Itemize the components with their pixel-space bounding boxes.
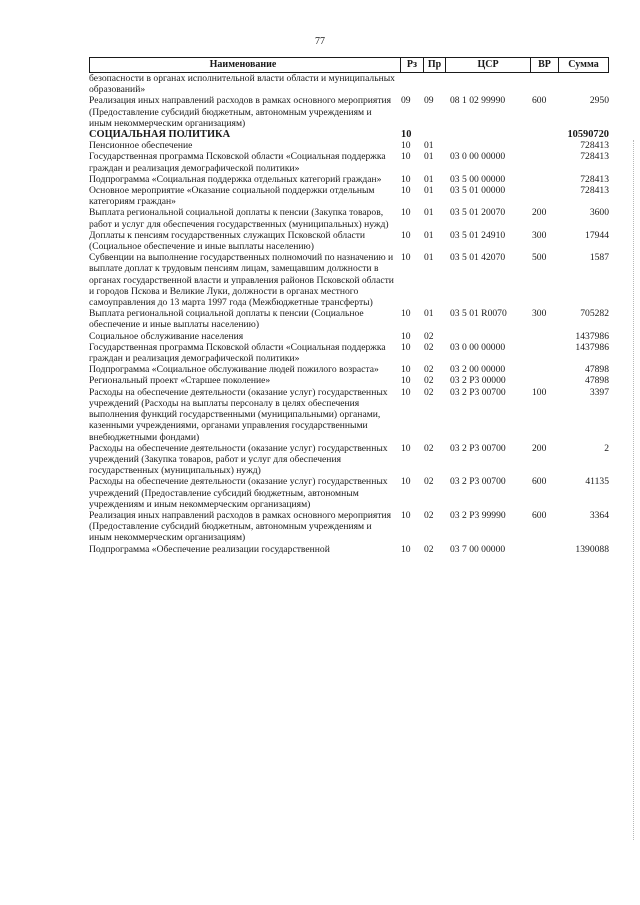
- table-row: [89, 140, 609, 151]
- row-csr: 03 5 01 R0070: [450, 308, 507, 320]
- row-pr: 09: [424, 95, 434, 107]
- header-csr: ЦСР: [445, 58, 530, 72]
- row-csr: 03 2 P3 00700: [450, 386, 506, 398]
- row-vr: 600: [532, 95, 547, 107]
- row-pr: 01: [424, 207, 434, 219]
- row-rz: 10: [401, 476, 411, 488]
- row-sum: 3600: [589, 207, 609, 219]
- table-body: [89, 73, 609, 555]
- row-rz: 10: [401, 386, 411, 398]
- row-csr: 03 2 P3 00700: [450, 476, 506, 488]
- row-rz: 10: [401, 229, 411, 241]
- table-row: [89, 174, 609, 185]
- row-csr: [444, 140, 529, 151]
- table-row: [89, 252, 609, 308]
- row-vr: [529, 129, 557, 140]
- row-name: Расходы на обеспечение деятельности (оказание услуг) государственных учреждений (Расходы на выплаты персоналу в целях обеспечения выполнения функций государственными (муниципальными) органами, казенными учреждениями, органами управления государственными внебюджетными фондами): [89, 386, 388, 443]
- row-pr: 01: [424, 151, 434, 163]
- row-sum: 3364: [589, 509, 609, 521]
- row-pr: 02: [424, 476, 434, 488]
- row-sum: 47898: [585, 375, 609, 387]
- page-number: 77: [315, 36, 325, 47]
- row-vr: 300: [532, 308, 547, 320]
- row-vr: [529, 331, 557, 342]
- row-rz: 10: [401, 252, 411, 264]
- row-pr: 01: [424, 308, 434, 320]
- row-name: Пенсионное обеспечение: [89, 140, 193, 152]
- row-vr: 300: [532, 229, 547, 241]
- table-row: [89, 95, 609, 129]
- table-row: [89, 476, 609, 510]
- row-vr: [529, 140, 557, 151]
- table-row: [89, 185, 609, 207]
- row-name: Подпрограмма «Обеспечение реализации государственной: [89, 543, 330, 555]
- row-sum: 705282: [580, 308, 609, 320]
- row-csr: 03 5 01 20070: [450, 207, 506, 219]
- row-pr: [422, 73, 444, 95]
- row-pr: 01: [424, 140, 434, 152]
- row-vr: [529, 364, 557, 375]
- row-pr: 01: [424, 252, 434, 264]
- row-name: Субвенции на выполнение государственных полномочий по назначению и выплате доплат к трудовым пенсиям лицам, замещавшим должности в органах государственной власти и управления районов Псковской области и городов Пскова и Великие Луки, должности в органах местного самоуправления до 13 марта 1997 года (Межбюджетные трансферты): [89, 252, 394, 309]
- row-vr: [529, 73, 557, 95]
- row-vr: [529, 544, 557, 555]
- row-pr: 02: [424, 386, 434, 398]
- header-sum: Сумма: [558, 58, 608, 72]
- row-csr: 03 2 00 00000: [450, 364, 506, 376]
- row-pr: 02: [424, 543, 434, 555]
- row-csr: 03 2 P3 00000: [450, 375, 506, 387]
- row-pr: 01: [424, 229, 434, 241]
- row-vr: [529, 342, 557, 364]
- header-name: Наименование: [209, 59, 277, 70]
- row-name: Выплата региональной социальной доплаты к пенсии (Социальное обеспечение и иные выплаты населению): [89, 308, 364, 331]
- table-header: [89, 57, 609, 73]
- row-csr: 03 2 P3 00700: [450, 442, 506, 454]
- row-vr: 500: [532, 252, 547, 264]
- row-rz: 10: [401, 129, 412, 141]
- row-sum: 47898: [585, 364, 609, 376]
- row-sum: 1437986: [575, 330, 609, 342]
- row-name: Доплаты к пенсиям государственных служащих Псковской области (Социальное обеспечение и иные выплаты населению): [89, 229, 366, 253]
- row-csr: [444, 129, 529, 140]
- table-row: [89, 375, 609, 386]
- row-rz: 10: [401, 185, 411, 197]
- row-pr: 02: [424, 341, 434, 353]
- page-edge-marks: [632, 140, 634, 840]
- row-sum: 2950: [589, 95, 609, 107]
- row-vr: [529, 185, 557, 207]
- table-row: [89, 331, 609, 342]
- table-row: [89, 443, 609, 477]
- row-csr: 03 5 01 00000: [450, 185, 506, 197]
- table-row: [89, 510, 609, 544]
- table-row: [89, 342, 609, 364]
- row-sum: 41135: [585, 476, 609, 488]
- row-csr: 03 0 00 00000: [450, 341, 506, 353]
- table-row: [89, 73, 609, 95]
- row-csr: 03 7 00 00000: [450, 543, 506, 555]
- row-rz: 10: [401, 509, 411, 521]
- row-pr: 01: [424, 173, 434, 185]
- row-rz: 10: [401, 140, 411, 152]
- table-row: [89, 308, 609, 330]
- row-sum: 728413: [580, 151, 609, 163]
- row-vr: [529, 174, 557, 185]
- row-name: Реализация иных направлений расходов в рамках основного мероприятия (Предоставление субсидий бюджетным, автономным учреждениям и иным некоммерческим организациям): [89, 509, 392, 544]
- row-sum: 2: [604, 442, 609, 454]
- row-csr: 03 5 01 24910: [450, 229, 506, 241]
- row-vr: 200: [532, 207, 547, 219]
- row-pr: 01: [424, 185, 434, 197]
- row-name: СОЦИАЛЬНАЯ ПОЛИТИКА: [89, 129, 231, 141]
- table-row: [89, 544, 609, 555]
- table-row: [89, 364, 609, 375]
- row-sum: 10590720: [567, 129, 609, 141]
- header-vr: ВР: [530, 58, 558, 72]
- row-vr: 200: [532, 442, 547, 454]
- row-rz: 10: [401, 151, 411, 163]
- row-rz: 10: [401, 341, 411, 353]
- row-name: Социальное обслуживание населения: [89, 330, 244, 342]
- row-sum: 1390088: [575, 543, 609, 555]
- row-name: Выплата региональной социальной доплаты к пенсии (Закупка товаров, работ и услуг для обеспечения государственных (муниципальных) нужд): [89, 207, 389, 230]
- row-csr: 03 5 00 00000: [450, 173, 506, 185]
- row-pr: 02: [424, 364, 434, 376]
- row-name: Государственная программа Псковской области «Социальная поддержка граждан и реализация демографической политики»: [89, 341, 386, 365]
- row-sum: [557, 73, 609, 95]
- row-sum: 1437986: [575, 341, 609, 353]
- table-row: [89, 387, 609, 443]
- row-csr: 03 2 P3 99990: [450, 509, 506, 521]
- row-csr: [444, 331, 529, 342]
- table-row: [89, 230, 609, 252]
- row-csr: [444, 73, 529, 95]
- table-row: [89, 129, 609, 140]
- row-sum: 728413: [580, 140, 609, 152]
- row-name: Государственная программа Псковской области «Социальная поддержка граждан и реализация демографической политики»: [89, 151, 386, 174]
- row-vr: 600: [532, 509, 547, 521]
- row-name: безопасности в органах исполнительной власти области и муниципальных образований»: [89, 73, 395, 96]
- row-rz: 09: [401, 95, 411, 107]
- row-csr: 03 5 01 42070: [450, 252, 506, 264]
- row-csr: 08 1 02 99990: [450, 95, 506, 107]
- row-vr: 100: [532, 386, 547, 398]
- row-rz: 10: [401, 364, 411, 376]
- row-vr: 600: [532, 476, 547, 488]
- row-name: Подпрограмма «Социальное обслуживание людей пожилого возраста»: [89, 364, 379, 376]
- row-pr: 02: [424, 375, 434, 387]
- row-rz: 10: [401, 375, 411, 387]
- row-rz: 10: [401, 330, 411, 342]
- row-name: Основное мероприятие «Оказание социальной поддержки отдельным категориям граждан»: [89, 185, 375, 208]
- row-name: Подпрограмма «Социальная поддержка отдельных категорий граждан»: [89, 173, 382, 185]
- row-sum: 1587: [589, 252, 609, 264]
- row-pr: 02: [424, 330, 434, 342]
- row-rz: 10: [401, 207, 411, 219]
- row-sum: 728413: [580, 173, 609, 185]
- row-pr: 02: [424, 509, 434, 521]
- row-sum: 3397: [589, 386, 609, 398]
- row-name: Расходы на обеспечение деятельности (оказание услуг) государственных учреждений (Предоставление субсидий бюджетным, автономным учреждениям и иным некоммерческим организациям): [89, 476, 388, 510]
- row-vr: [529, 151, 557, 173]
- budget-table: [89, 57, 609, 555]
- row-name: Расходы на обеспечение деятельности (оказание услуг) государственных учреждений (Закупка товаров, работ и услуг для обеспечения государственных (муниципальных) нужд): [89, 442, 388, 477]
- row-csr: 03 0 00 00000: [450, 151, 506, 163]
- table-row: [89, 207, 609, 229]
- row-rz: [399, 73, 422, 95]
- row-rz: 10: [401, 308, 411, 320]
- row-name: Региональный проект «Старшее поколение»: [89, 375, 271, 387]
- row-rz: 10: [401, 543, 411, 555]
- row-pr: [422, 129, 444, 140]
- row-rz: 10: [401, 442, 411, 454]
- row-vr: [529, 375, 557, 386]
- row-rz: 10: [401, 173, 411, 185]
- header-rz: Рз: [400, 58, 423, 72]
- row-sum: 17944: [585, 229, 609, 241]
- table-row: [89, 151, 609, 173]
- row-sum: 728413: [580, 185, 609, 197]
- row-name: Реализация иных направлений расходов в рамках основного мероприятия (Предоставление субсидий бюджетным, автономным учреждениям и иным некоммерческим организациям): [89, 95, 392, 129]
- header-pr: Пр: [423, 58, 445, 72]
- row-pr: 02: [424, 442, 434, 454]
